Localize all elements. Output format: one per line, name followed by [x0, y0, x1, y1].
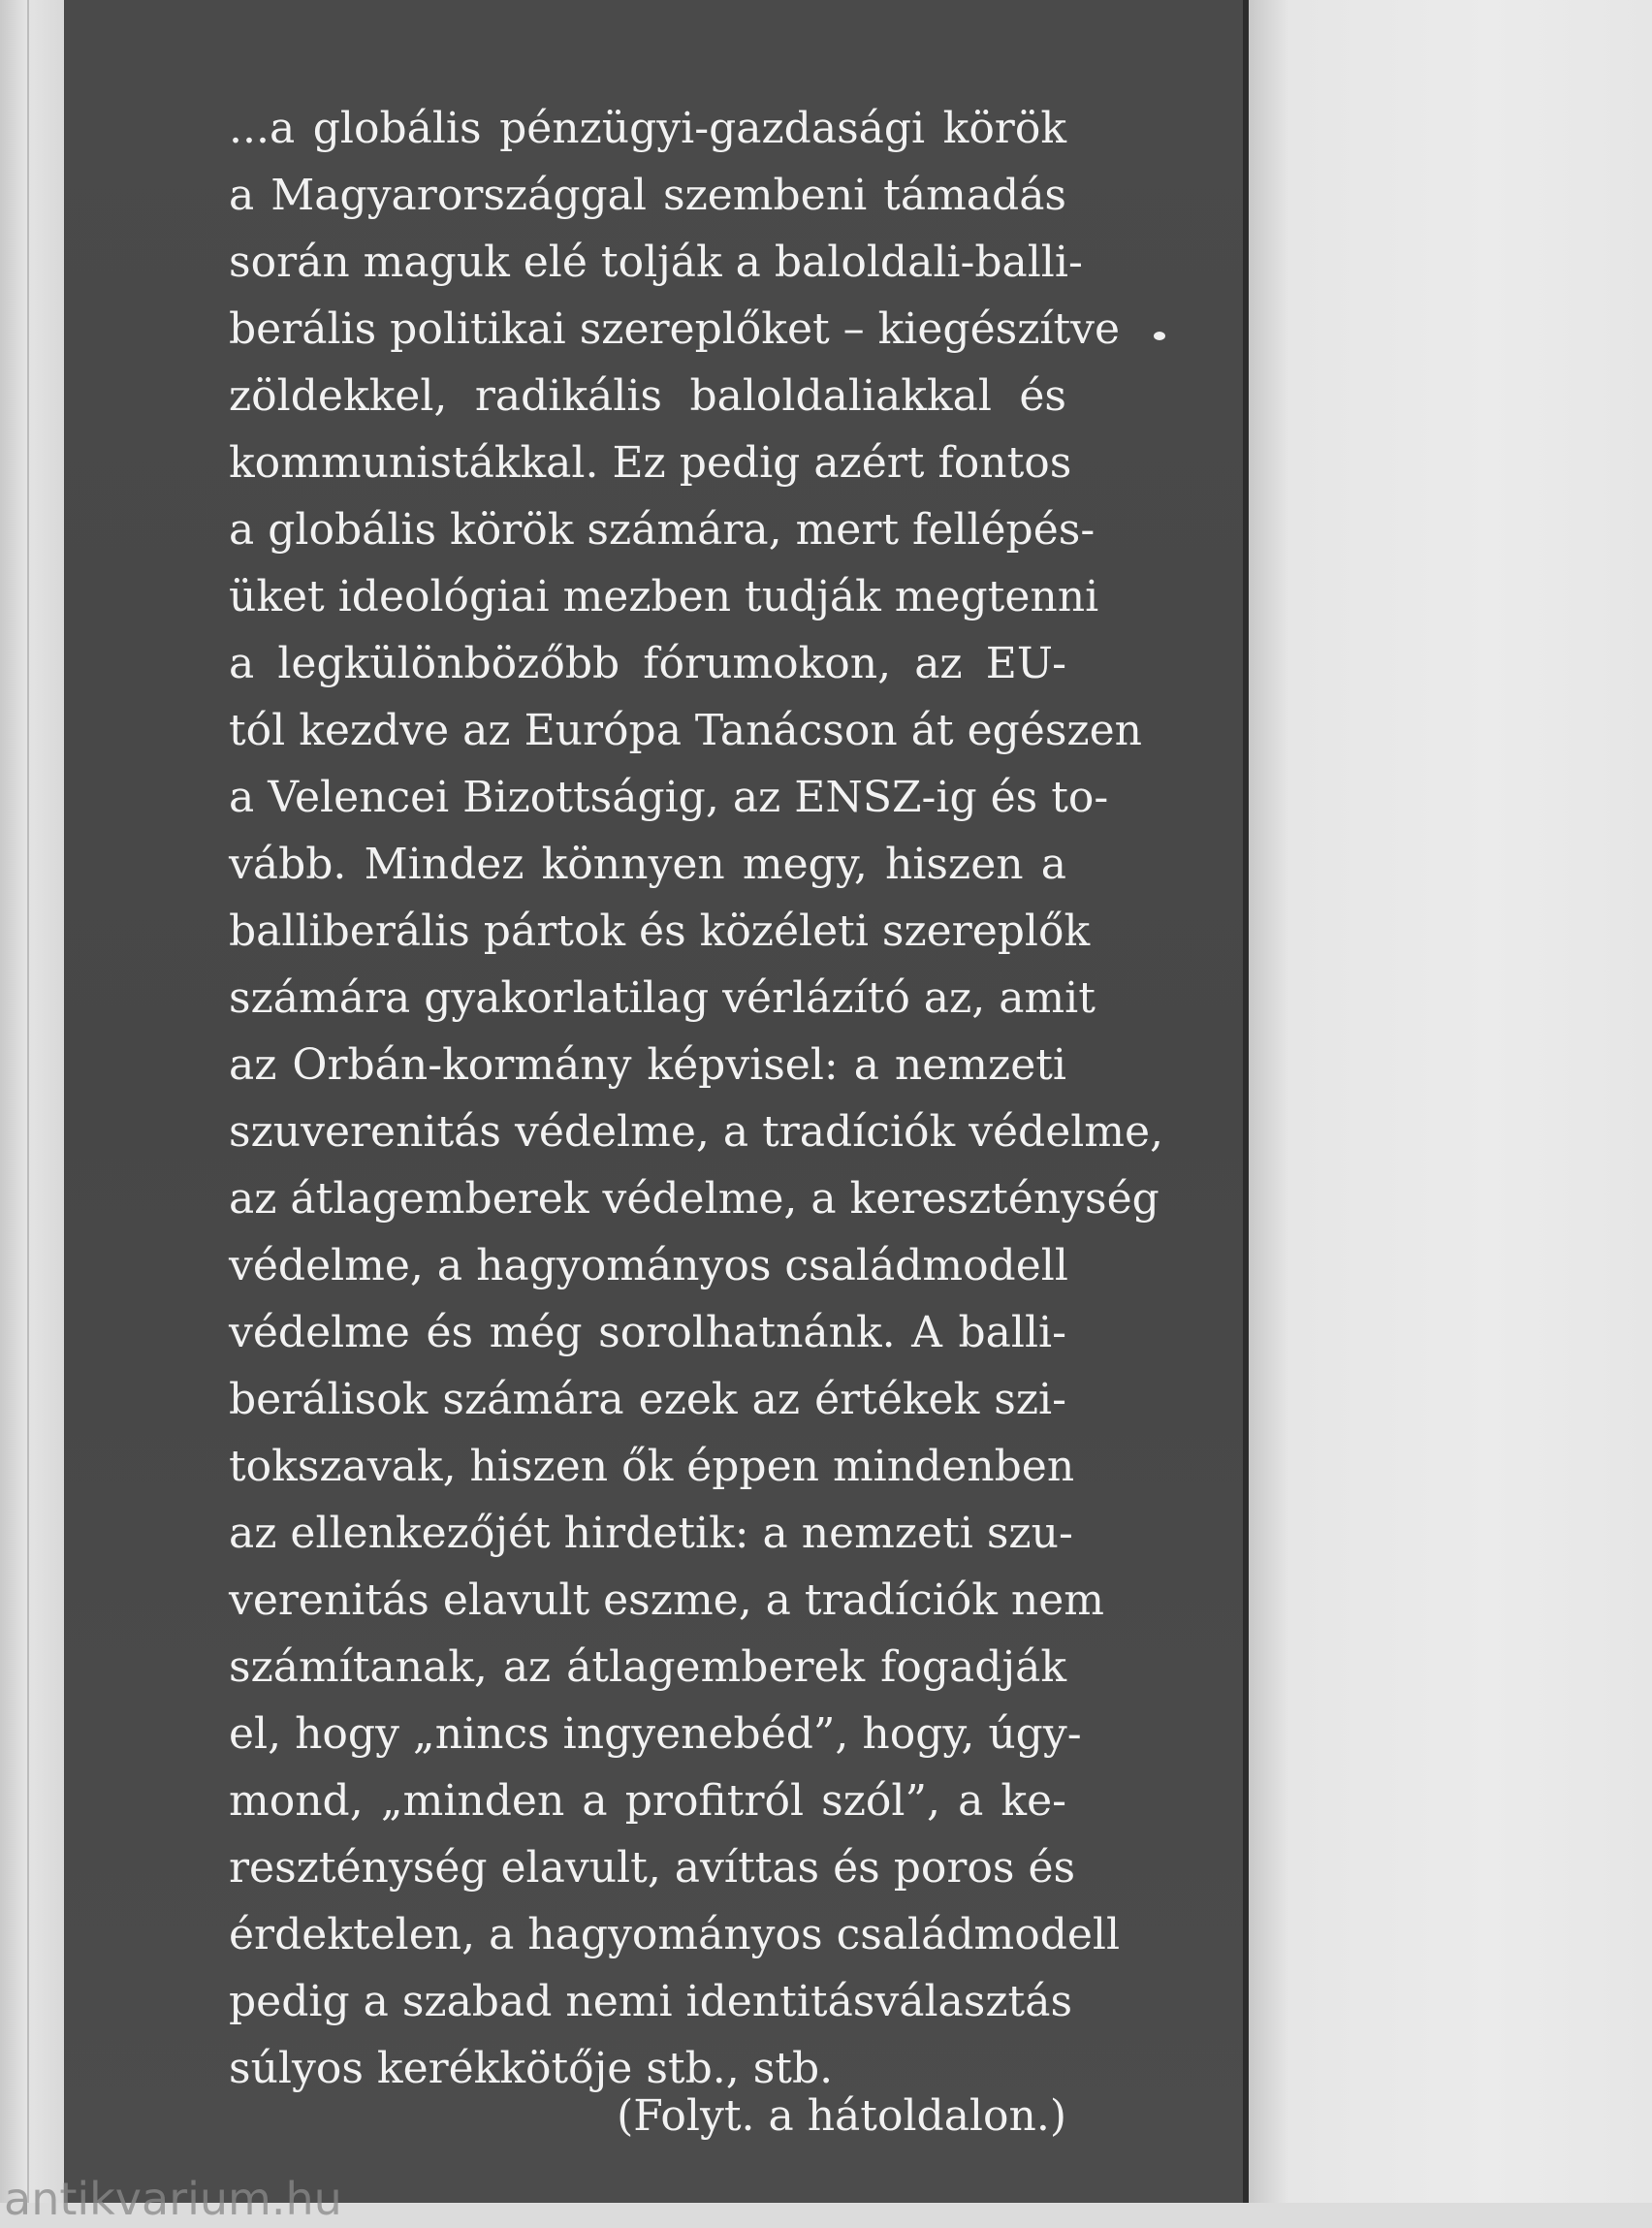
text-line: súlyos kerékkötője stb., stb. — [229, 2044, 834, 2093]
left-page-edge — [0, 0, 66, 2203]
text-line: el, hogy „nincs ingyenebéd”, hogy, úgy- — [229, 1709, 1082, 1759]
text-line: reszténység elavult, avíttas és poros és — [229, 1843, 1076, 1893]
dust-speck — [1154, 332, 1165, 340]
text-line: érdektelen, a hagyományos családmodell — [229, 1910, 1121, 1959]
flap-text-block — [229, 95, 1164, 2102]
text-line: a globális körök számára, mert fellépés- — [229, 505, 1096, 555]
text-line: védelme, a hagyományos családmodell — [229, 1241, 1068, 1290]
text-line: szuverenitás védelme, a tradíciók védelme, — [229, 1107, 1164, 1157]
left-page-fold — [27, 0, 29, 2203]
text-line: balliberális pártok és közéleti szereplők — [229, 907, 1091, 956]
text-line: mond, „minden a profitról szól”, a ke- — [229, 1776, 1066, 1826]
text-line: üket ideológiai mezben tudják megtenni — [229, 572, 1099, 621]
text-line: tokszavak, hiszen ők éppen mindenben — [229, 1442, 1075, 1491]
text-line: zöldekkel, radikális baloldaliakkal és — [229, 371, 1066, 421]
text-line: pedig a szabad nemi identitásválasztás — [229, 1977, 1073, 2026]
text-line: ...a globális pénzügyi-gazdasági körök — [229, 104, 1066, 153]
text-line: az Orbán-kormány képvisel: a nemzeti — [229, 1040, 1066, 1090]
text-line: berális politikai szereplőket – kiegészítve — [229, 304, 1121, 354]
text-line: vább. Mindez könnyen megy, hiszen a — [229, 840, 1066, 889]
text-line: a Magyarországgal szembeni támadás — [229, 171, 1066, 220]
text-line: védelme és még sorolhatnánk. A balli- — [229, 1308, 1066, 1357]
watermark: antikvarium.hu — [4, 2173, 342, 2225]
text-line: a Velencei Bizottságig, az ENSZ-ig és to- — [229, 773, 1109, 822]
text-line: tól kezdve az Európa Tanácson át egészen — [229, 706, 1142, 755]
text-line: számítanak, az átlagemberek fogadják — [229, 1642, 1066, 1692]
continued-note: (Folyt. a hátoldalon.) — [617, 2091, 1066, 2141]
text-line: az ellenkezőjét hirdetik: a nemzeti szu- — [229, 1509, 1073, 1558]
text-line: a legkülönbözőbb fórumokon, az EU- — [229, 639, 1066, 688]
text-line: verenitás elavult eszme, a tradíciók nem — [229, 1576, 1105, 1625]
text-line: berálisok számára ezek az értékek szi- — [229, 1375, 1066, 1424]
right-page — [1249, 0, 1652, 2203]
text-line: kommunistákkal. Ez pedig azért fontos — [229, 438, 1072, 488]
text-line: számára gyakorlatilag vérlázító az, amit — [229, 973, 1096, 1023]
text-line: az átlagemberek védelme, a kereszténység — [229, 1174, 1160, 1224]
text-line: során maguk elé tolják a baloldali-balli- — [229, 238, 1083, 287]
